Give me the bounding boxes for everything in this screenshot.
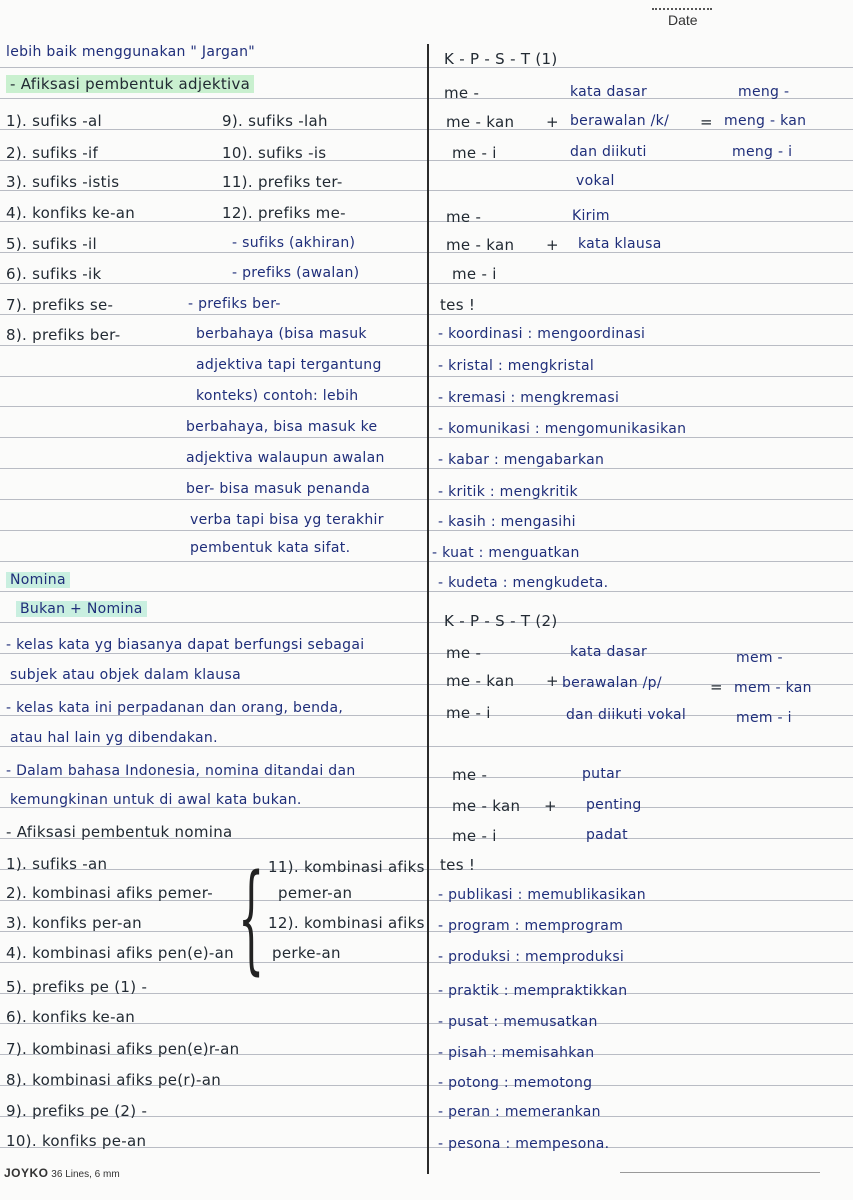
adj-item-5: 5). sufiks -il <box>6 235 97 253</box>
kpst2-title: K - P - S - T (2) <box>444 612 558 630</box>
test1-item-6: - kritik : mengkritik <box>438 484 578 500</box>
adj-item-8: 8). prefiks ber- <box>6 326 121 344</box>
kpst1-r3-c: meng - i <box>732 144 793 160</box>
footer-brand: JOYKO <box>4 1166 49 1180</box>
kpst1-r1-a: me - <box>444 84 480 102</box>
kpst2-r1-a: me - <box>446 644 482 662</box>
nomina-note-6: kemungkinan untuk di awal kata bukan. <box>10 792 302 808</box>
adj-item-10: 10). sufiks -is <box>222 144 327 162</box>
adj-item-4: 4). konfiks ke-an <box>6 204 136 222</box>
kpst1-r2-a: me - kan <box>446 113 515 131</box>
kpst1-title: K - P - S - T (1) <box>444 50 558 68</box>
kpst1b-r2-op: + <box>546 236 559 254</box>
test1-item-2: - kristal : mengkristal <box>438 358 595 374</box>
ber-note-4: konteks) contoh: lebih <box>196 388 359 404</box>
kpst2-r3-c: mem - i <box>736 710 792 726</box>
kpst2-r3-a: me - i <box>446 704 491 722</box>
top-note: lebih baik menggunakan " Jargan" <box>6 44 255 60</box>
nom-item-9: 9). prefiks pe (2) - <box>6 1102 148 1120</box>
test2-item-1: - publikasi : memublikasikan <box>438 887 646 903</box>
test2-item-2: - program : memprogram <box>438 918 624 934</box>
kpst2-r2-eq: = <box>710 678 723 696</box>
sufiks-note: - sufiks (akhiran) <box>232 235 356 251</box>
ber-note-9: pembentuk kata sifat. <box>190 540 351 556</box>
nom-item-3: 3). konfiks per-an <box>6 914 142 932</box>
test1-item-8: - kuat : menguatkan <box>432 545 580 561</box>
adj-item-9: 9). sufiks -lah <box>222 112 328 130</box>
kpst1-r2-eq: = <box>700 113 713 131</box>
test1-item-1: - koordinasi : mengoordinasi <box>438 326 646 342</box>
adj-heading <box>6 75 254 93</box>
kpst2b-r2-a: me - kan <box>452 797 521 815</box>
test1-item-4: - komunikasi : mengomunikasikan <box>438 421 687 437</box>
nomina-sub-text: Bukan + Nomina <box>16 601 147 617</box>
nomina-note-5: - Dalam bahasa Indonesia, nomina ditandai dan <box>6 763 356 779</box>
kpst2-r3-b: dan diikuti vokal <box>566 707 687 723</box>
nom-item-12-cont: perke-an <box>272 944 341 962</box>
adj-item-2: 2). sufiks -if <box>6 144 99 162</box>
nom-item-5: 5). prefiks pe (1) - <box>6 978 148 996</box>
kpst1-r3-b: dan diikuti <box>570 144 647 160</box>
ber-note-8: verba tapi bisa yg terakhir <box>190 512 384 528</box>
kpst2-r2-b: berawalan /p/ <box>562 675 662 691</box>
center-margin-line <box>427 44 429 1174</box>
kpst1b-r1-a: me - <box>446 208 482 226</box>
nom-item-2: 2). kombinasi afiks pemer- <box>6 884 213 902</box>
nom-item-8: 8). kombinasi afiks pe(r)-an <box>6 1071 222 1089</box>
kpst2b-r1-a: me - <box>452 766 488 784</box>
footer-spec: 36 Lines, 6 mm <box>51 1169 120 1180</box>
adj-item-3: 3). sufiks -istis <box>6 173 120 191</box>
nomina-heading <box>6 572 70 588</box>
nomina-note-3: - kelas kata ini perpadanan dan orang, benda, <box>6 700 344 716</box>
kpst1-r4-b: vokal <box>576 173 615 189</box>
kpst2-r1-c: mem - <box>736 650 783 666</box>
test2-item-7: - potong : memotong <box>438 1075 593 1091</box>
ber-note-6: adjektiva walaupun awalan <box>186 450 385 466</box>
kpst1-r2-op: + <box>546 113 559 131</box>
kpst2-r2-a: me - kan <box>446 672 515 690</box>
test1-item-5: - kabar : mengabarkan <box>438 452 605 468</box>
kpst2b-r2-op: + <box>544 797 557 815</box>
test1-item-9: - kudeta : mengkudeta. <box>438 575 609 591</box>
test1-item-3: - kremasi : mengkremasi <box>438 390 620 406</box>
adj-heading-text: - Afiksasi pembentuk adjektiva <box>6 75 254 93</box>
nomina-heading-text: Nomina <box>6 572 70 588</box>
nom-item-10: 10). konfiks pe-an <box>6 1132 147 1150</box>
test2-item-9: - pesona : mempesona. <box>438 1136 610 1152</box>
nom-item-11-cont: pemer-an <box>278 884 353 902</box>
nom-item-12: 12). kombinasi afiks <box>268 914 425 932</box>
kpst1b-r3-a: me - i <box>452 265 497 283</box>
ber-note-1: - prefiks ber- <box>188 296 281 312</box>
nomina-sub <box>16 601 147 617</box>
kpst1-r2-c: meng - kan <box>724 113 807 129</box>
test2-item-3: - produksi : memproduksi <box>438 949 625 965</box>
nom-item-7: 7). kombinasi afiks pen(e)r-an <box>6 1040 240 1058</box>
date-dotted-line <box>652 8 712 10</box>
kpst1b-r2-b: kata klausa <box>578 236 662 252</box>
test2-item-6: - pisah : memisahkan <box>438 1045 595 1061</box>
test2-label: tes ! <box>440 856 476 874</box>
kpst1-r3-a: me - i <box>452 144 497 162</box>
kpst1b-r1-b: Kirim <box>572 208 610 224</box>
footer <box>4 1166 120 1180</box>
curly-brace: { <box>238 848 265 986</box>
nom-item-6: 6). konfiks ke-an <box>6 1008 136 1026</box>
ber-note-5: berbahaya, bisa masuk ke <box>186 419 378 435</box>
kpst2b-r3-a: me - i <box>452 827 497 845</box>
kpst1-r1-b: kata dasar <box>570 84 648 100</box>
nom-item-11: 11). kombinasi afiks <box>268 858 425 876</box>
test2-item-8: - peran : memerankan <box>438 1104 601 1120</box>
nom-heading: - Afiksasi pembentuk nomina <box>6 823 233 841</box>
ber-note-3: adjektiva tapi tergantung <box>196 357 382 373</box>
nomina-note-2: subjek atau objek dalam klausa <box>10 667 241 683</box>
kpst2-r2-c: mem - kan <box>734 680 812 696</box>
kpst1b-r2-a: me - kan <box>446 236 515 254</box>
nomina-note-1: - kelas kata yg biasanya dapat berfungsi sebagai <box>6 637 365 653</box>
adj-item-12: 12). prefiks me- <box>222 204 346 222</box>
nom-item-1: 1). sufiks -an <box>6 855 108 873</box>
test2-item-5: - pusat : memusatkan <box>438 1014 598 1030</box>
kpst2b-r3-b: padat <box>586 827 628 843</box>
adj-item-7: 7). prefiks se- <box>6 296 114 314</box>
kpst2b-r1-b: putar <box>582 766 622 782</box>
ber-note-2: berbahaya (bisa masuk <box>196 326 367 342</box>
kpst1-r1-c: meng - <box>738 84 790 100</box>
kpst2-r2-op: + <box>546 672 559 690</box>
kpst2-r1-b: kata dasar <box>570 644 648 660</box>
bottom-line <box>620 1172 820 1173</box>
nom-item-4: 4). kombinasi afiks pen(e)-an <box>6 944 234 962</box>
date-label: Date <box>668 12 698 28</box>
test1-label: tes ! <box>440 296 476 314</box>
kpst2b-r2-b: penting <box>586 797 642 813</box>
adj-item-6: 6). sufiks -ik <box>6 265 102 283</box>
test1-item-7: - kasih : mengasihi <box>438 514 576 530</box>
ber-note-7: ber- bisa masuk penanda <box>186 481 371 497</box>
prefiks-note: - prefiks (awalan) <box>232 265 360 281</box>
test2-item-4: - praktik : mempraktikkan <box>438 983 628 999</box>
nomina-note-4: atau hal lain yg dibendakan. <box>10 730 218 746</box>
kpst1-r2-b: berawalan /k/ <box>570 113 670 129</box>
adj-item-11: 11). prefiks ter- <box>222 173 343 191</box>
adj-item-1: 1). sufiks -al <box>6 112 102 130</box>
